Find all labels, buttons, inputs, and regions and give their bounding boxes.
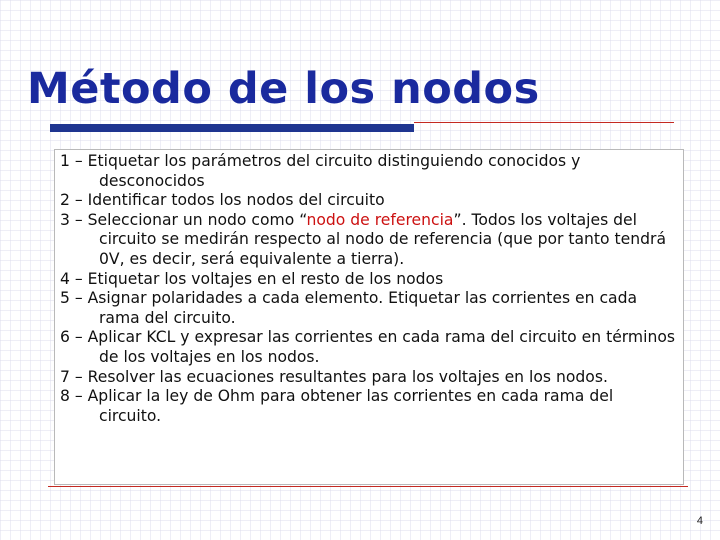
steps-list (60, 152, 680, 426)
step-number: 7 (60, 367, 70, 386)
list-item: 6 – Aplicar KCL y expresar las corrientes en cada rama del circuito en términos de los voltajes en los nodos. (60, 328, 675, 366)
step-text: Resolver las ecuaciones resultantes para los voltajes en los nodos. (87, 367, 608, 386)
list-item: 2 – Identificar todos los nodos del circuito (60, 191, 385, 210)
step-number: 1 (60, 152, 70, 170)
step-number: 3 (60, 210, 70, 229)
title-underline-rule (414, 122, 674, 123)
step-text: Aplicar la ley de Ohm para obtener las corrientes en cada rama del circuito. (87, 387, 614, 425)
bottom-rule (48, 486, 688, 487)
list-item: 4 – Etiquetar los voltajes en el resto de los nodos (60, 269, 444, 288)
slide-title: Método de los nodos (27, 64, 540, 114)
list-item: 8 – Aplicar la ley de Ohm para obtener las corrientes en cada rama del circuito. (60, 387, 614, 425)
title-underline-bar (50, 124, 414, 132)
step-text: Identificar todos los nodos del circuito (87, 191, 385, 210)
step-text: Etiquetar los voltajes en el resto de los nodos (87, 269, 444, 288)
step-text: ”. Todos los voltajes del circuito se medirán respecto al nodo de referencia (que por tanto tendrá 0V, es decir, será equivalente a tierra). (99, 210, 667, 268)
page-number: 4 (696, 515, 703, 527)
step-number: 5 (60, 289, 70, 308)
step-number: 4 (60, 269, 70, 288)
step-text: Asignar polaridades a cada elemento. Etiquetar las corrientes en cada rama del circuito. (87, 289, 638, 327)
step-text: Aplicar KCL y expresar las corrientes en cada rama del circuito en términos de los voltajes en los nodos. (87, 328, 675, 366)
step-number: 6 (60, 328, 70, 347)
list-item: 5 – Asignar polaridades a cada elemento. Etiquetar las corrientes en cada rama del circuito. (60, 289, 638, 327)
step-text: Etiquetar los parámetros del circuito distinguiendo conocidos y desconocidos (87, 152, 581, 190)
step-number: 2 (60, 191, 70, 210)
list-item: 7 – Resolver las ecuaciones resultantes para los voltajes en los nodos. (60, 367, 608, 386)
list-item: 1 – Etiquetar los parámetros del circuito distinguiendo conocidos y desconocidos (60, 152, 581, 190)
list-item: 3 – Seleccionar un nodo como “nodo de referencia”. Todos los voltajes del circuito se medirán respecto al nodo de referencia (que por tanto tendrá 0V, es decir, será equivalente a tierra). (60, 210, 667, 268)
highlighted-term: nodo de referencia (306, 210, 454, 229)
step-number: 8 (60, 387, 70, 406)
step-text: Seleccionar un nodo como “ (87, 210, 307, 229)
